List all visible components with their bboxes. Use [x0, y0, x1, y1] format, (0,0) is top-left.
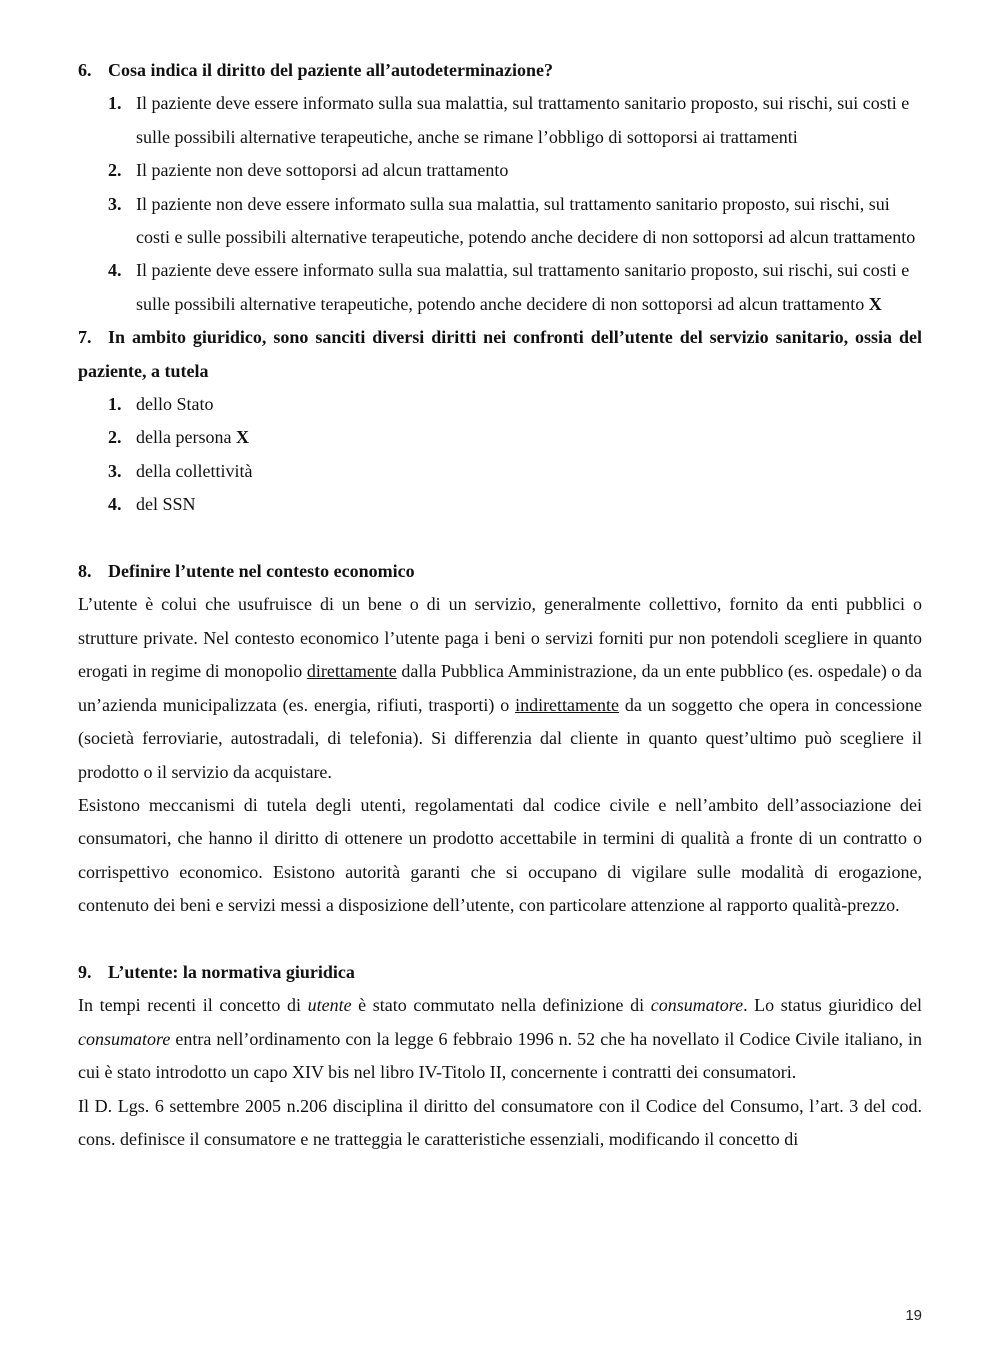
- italic-term: utente: [307, 995, 352, 1016]
- question-9-heading: [78, 956, 922, 989]
- question-number: 6.: [78, 60, 92, 80]
- question-6-heading: [78, 54, 922, 87]
- question-title: L’utente: la normativa giuridica: [108, 961, 355, 982]
- paragraph: L’utente è colui che usufruisce di un bene o di un servizio, generalmente collettivo, fornito da enti pubblici o strutture private. Nel contesto economico l’utente paga i beni o servizi forniti pur non potendoli scegliere in quanto erogati in regime di monopolio direttamente dalla Pubblica Amministrazione, da un ente pubblico (es. ospedale) o da un’azienda municipalizzata (es. energia, rifiuti, trasporti) o indirettamente da un soggetto che opera in concessione (società ferroviarie, autostradali, di telefonia). Si differenzia dal cliente in quanto quest’ultimo può scegliere il prodotto o il servizio da acquistare.: [78, 594, 922, 782]
- underlined-term: direttamente: [306, 661, 397, 682]
- paragraph: In tempi recenti il concetto di utente è stato commutato nella definizione di consumatore. Lo status giuridico del consumatore entra nell’ordinamento con la legge 6 febbraio 1996 n. 52 che ha novellato il Codice Civile italiano, in cui è stato introdotto un capo XIV bis nel libro IV-Titolo II, concernente i contratti dei consumatori.: [78, 995, 922, 1083]
- option-text: dello Stato: [136, 394, 214, 415]
- paragraph: Esistono meccanismi di tutela degli utenti, regolamentati dal codice civile e nell’ambito dell’associazione dei consumatori, che hanno il diritto di ottenere un prodotto accettabile in termini di qualità a fronte di un contratto o corrispettivo economico. Esistono autorità garanti che si occupano di vigilare sulle modalità di erogazione, contenuto dei beni e servizi messi a disposizione dell’utente, con particolare attenzione al rapporto qualità-prezzo.: [78, 794, 922, 916]
- option-number: 2.: [108, 427, 122, 448]
- question-8-heading: [78, 555, 922, 588]
- option-number: 3.: [108, 460, 122, 481]
- option-number: 3.: [108, 193, 122, 214]
- question-title: Cosa indica il diritto del paziente all’autodeterminazione?: [108, 60, 553, 80]
- answer-option: [78, 154, 922, 187]
- option-text: Il paziente deve essere informato sulla sua malattia, sul trattamento sanitario proposto, sui rischi, sui costi e sulle possibili alternative terapeutiche, potendo anche decidere di non sottoporsi ad alcun trattamento: [136, 260, 910, 314]
- correct-answer-mark: X: [235, 427, 249, 448]
- document-page: [78, 54, 922, 1156]
- page-number: 19: [905, 1307, 922, 1324]
- italic-term: consumatore: [78, 1028, 171, 1049]
- option-number: 4.: [108, 260, 122, 281]
- option-text: della persona: [136, 427, 232, 448]
- correct-answer-mark: X: [868, 293, 882, 314]
- italic-term: consumatore: [650, 995, 744, 1016]
- answer-option: [78, 87, 922, 154]
- answer-option: [78, 488, 922, 521]
- paragraph: Il D. Lgs. 6 settembre 2005 n.206 disciplina il diritto del consumatore con il Codice del Consumo, l’art. 3 del cod. cons. definisce il consumatore e ne tratteggia le caratteristiche essenziali, modificando il concetto di: [78, 1095, 922, 1149]
- answer-option: [78, 388, 922, 421]
- question-number: 7.: [78, 327, 92, 348]
- option-number: 1.: [108, 394, 122, 415]
- answer-option: [78, 455, 922, 488]
- option-text: Il paziente non deve sottoporsi ad alcun trattamento: [136, 160, 509, 181]
- question-number: 9.: [78, 961, 92, 982]
- question-title: Definire l’utente nel contesto economico: [108, 561, 415, 582]
- question-number: 8.: [78, 561, 92, 582]
- option-number: 1.: [108, 93, 122, 114]
- option-number: 2.: [108, 160, 122, 181]
- question-7-heading: [78, 321, 922, 388]
- answer-option: [78, 421, 922, 454]
- answer-option: [78, 188, 922, 255]
- blank-line: [78, 923, 922, 956]
- blank-line: [78, 522, 922, 555]
- option-number: 4.: [108, 494, 122, 515]
- option-text: Il paziente non deve essere informato sulla sua malattia, sul trattamento sanitario proposto, sui rischi, sui costi e sulle possibili alternative terapeutiche, potendo anche decidere di non sottoporsi ad alcun trattamento: [136, 193, 916, 248]
- option-text: del SSN: [136, 494, 196, 515]
- answer-option: [78, 254, 922, 321]
- option-text: della collettività: [136, 460, 253, 481]
- option-text: Il paziente deve essere informato sulla sua malattia, sul trattamento sanitario proposto, sui rischi, sui costi e sulle possibili alternative terapeutiche, anche se rimane l’obbligo di sottoporsi ai trattamenti: [136, 93, 910, 147]
- question-title: In ambito giuridico, sono sanciti diversi diritti nei confronti dell’utente del servizio sanitario, ossia del paziente, a tutela: [78, 327, 922, 381]
- underlined-term: indirettamente: [515, 694, 620, 715]
